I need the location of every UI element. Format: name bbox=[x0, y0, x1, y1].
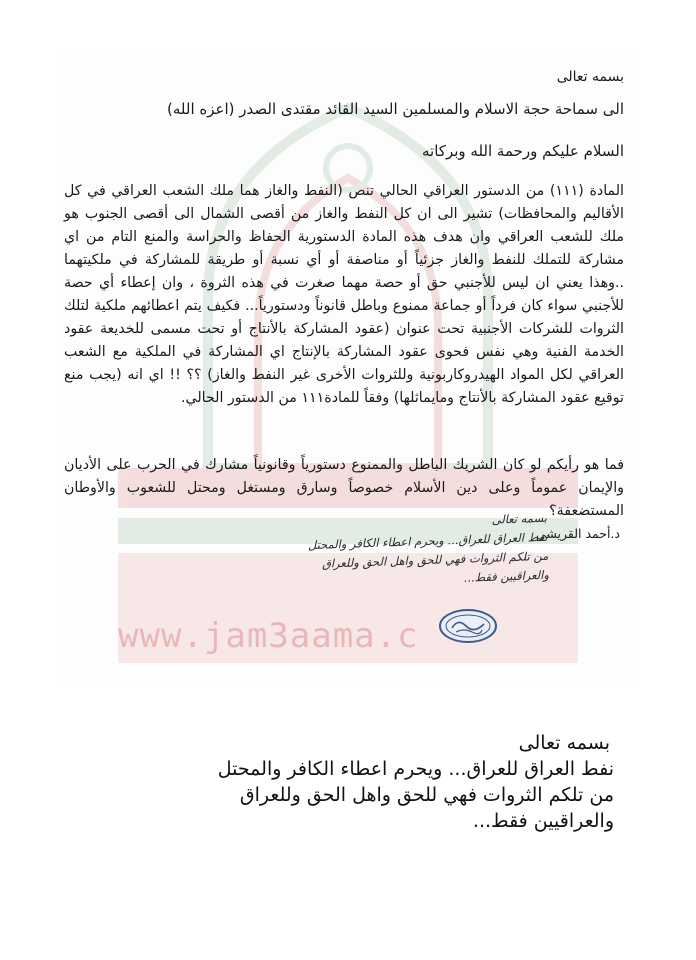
watermark-site-text: www.jam3aama.c bbox=[118, 616, 419, 656]
letter-greeting: السلام عليكم ورحمة الله وبركاته bbox=[422, 142, 624, 160]
handwritten-note bbox=[247, 509, 549, 595]
scanned-letter bbox=[58, 48, 638, 688]
handwritten-line: بسمه تعالى bbox=[491, 510, 548, 527]
letter-paragraph-2: فما هو رأيكم لو كان الشريك الباطل والممنوع دستورياً وقانونياً مشارك في الحرب على الأديان والإيمان عموماً وعلى دين الأسلام خصوصاً وسارق ومستغل ومحتل للشعوب والأوطان المستضعفة؟ bbox=[64, 457, 624, 519]
transcript-line: من تلكم الثروات فهي للحق واهل الحق وللعراق bbox=[239, 784, 614, 806]
transcript-line: بسمه تعالى bbox=[518, 732, 610, 754]
letter-addressee: الى سماحة حجة الاسلام والمسلمين السيد القائد مقتدى الصدر (اعزه الله) bbox=[167, 100, 624, 118]
transcript-line: والعراقيين فقط... bbox=[472, 810, 614, 832]
handwritten-line: نفط العراق للعراق... ويحرم اعطاء الكافر والمحتل bbox=[307, 529, 548, 553]
typed-transcript bbox=[54, 730, 614, 834]
seal-stamp-icon bbox=[438, 608, 498, 644]
letter-signer: د.أحمد القريشي bbox=[535, 526, 620, 541]
letter-basmala: بسمه تعالى bbox=[556, 69, 624, 85]
handwritten-line: من تلكم الثروات فهي للحق واهل الحق وللعراق bbox=[321, 548, 549, 571]
handwritten-line: والعراقيين فقط... bbox=[463, 567, 550, 585]
letter-paragraph-1: المادة (١١١) من الدستور العراقي الحالي تنص (النفط والغاز هما ملك الشعب العراقي في كل الأقاليم والمحافظات) تشير الى ان كل النفط والغاز من أقصى الشمال الى أقصى الجنوب هو ملك للشعب العراقي وان هدف هذه المادة الدستورية الحفاظ والحراسة والمنع التام من اي مشاركة للتملك للنفط والغاز جزئياً أو مناصفة أو أي نسبة أو طريقة للمشاركة في ملكيتهما ..وهذا يعني ان ليس للأجنبي حق أو حصة مهما صغرت في هذه الثروة ، وان إعطاء أي حصة للأجنبي سواء كان فرداً أو جماعة ممنوع وباطل قانوناً ودستورياً... فكيف يتم اعطائهم ملكية لتلك الثروات للشركات الأجنبية تحت عنوان (عقود المشاركة بالأنتاج أو تحت مسمى للخديعة عقود الخدمة الفنية وهي نفس فحوى عقود المشاركة بالإنتاج اي المشاركة في الملكية مع الشعب العراقي لكل المواد الهيدروكاربونية وللثروات الأخرى غير النفط والغاز) ؟؟ !! اي انه (يجب منع توقيع عقود المشاركة بالأنتاج ومايماثلها) وفقاً للمادة١١١ من الدستور الحالي. bbox=[64, 183, 624, 406]
transcript-line: نفط العراق للعراق... ويحرم اعطاء الكافر والمحتل bbox=[217, 758, 614, 780]
